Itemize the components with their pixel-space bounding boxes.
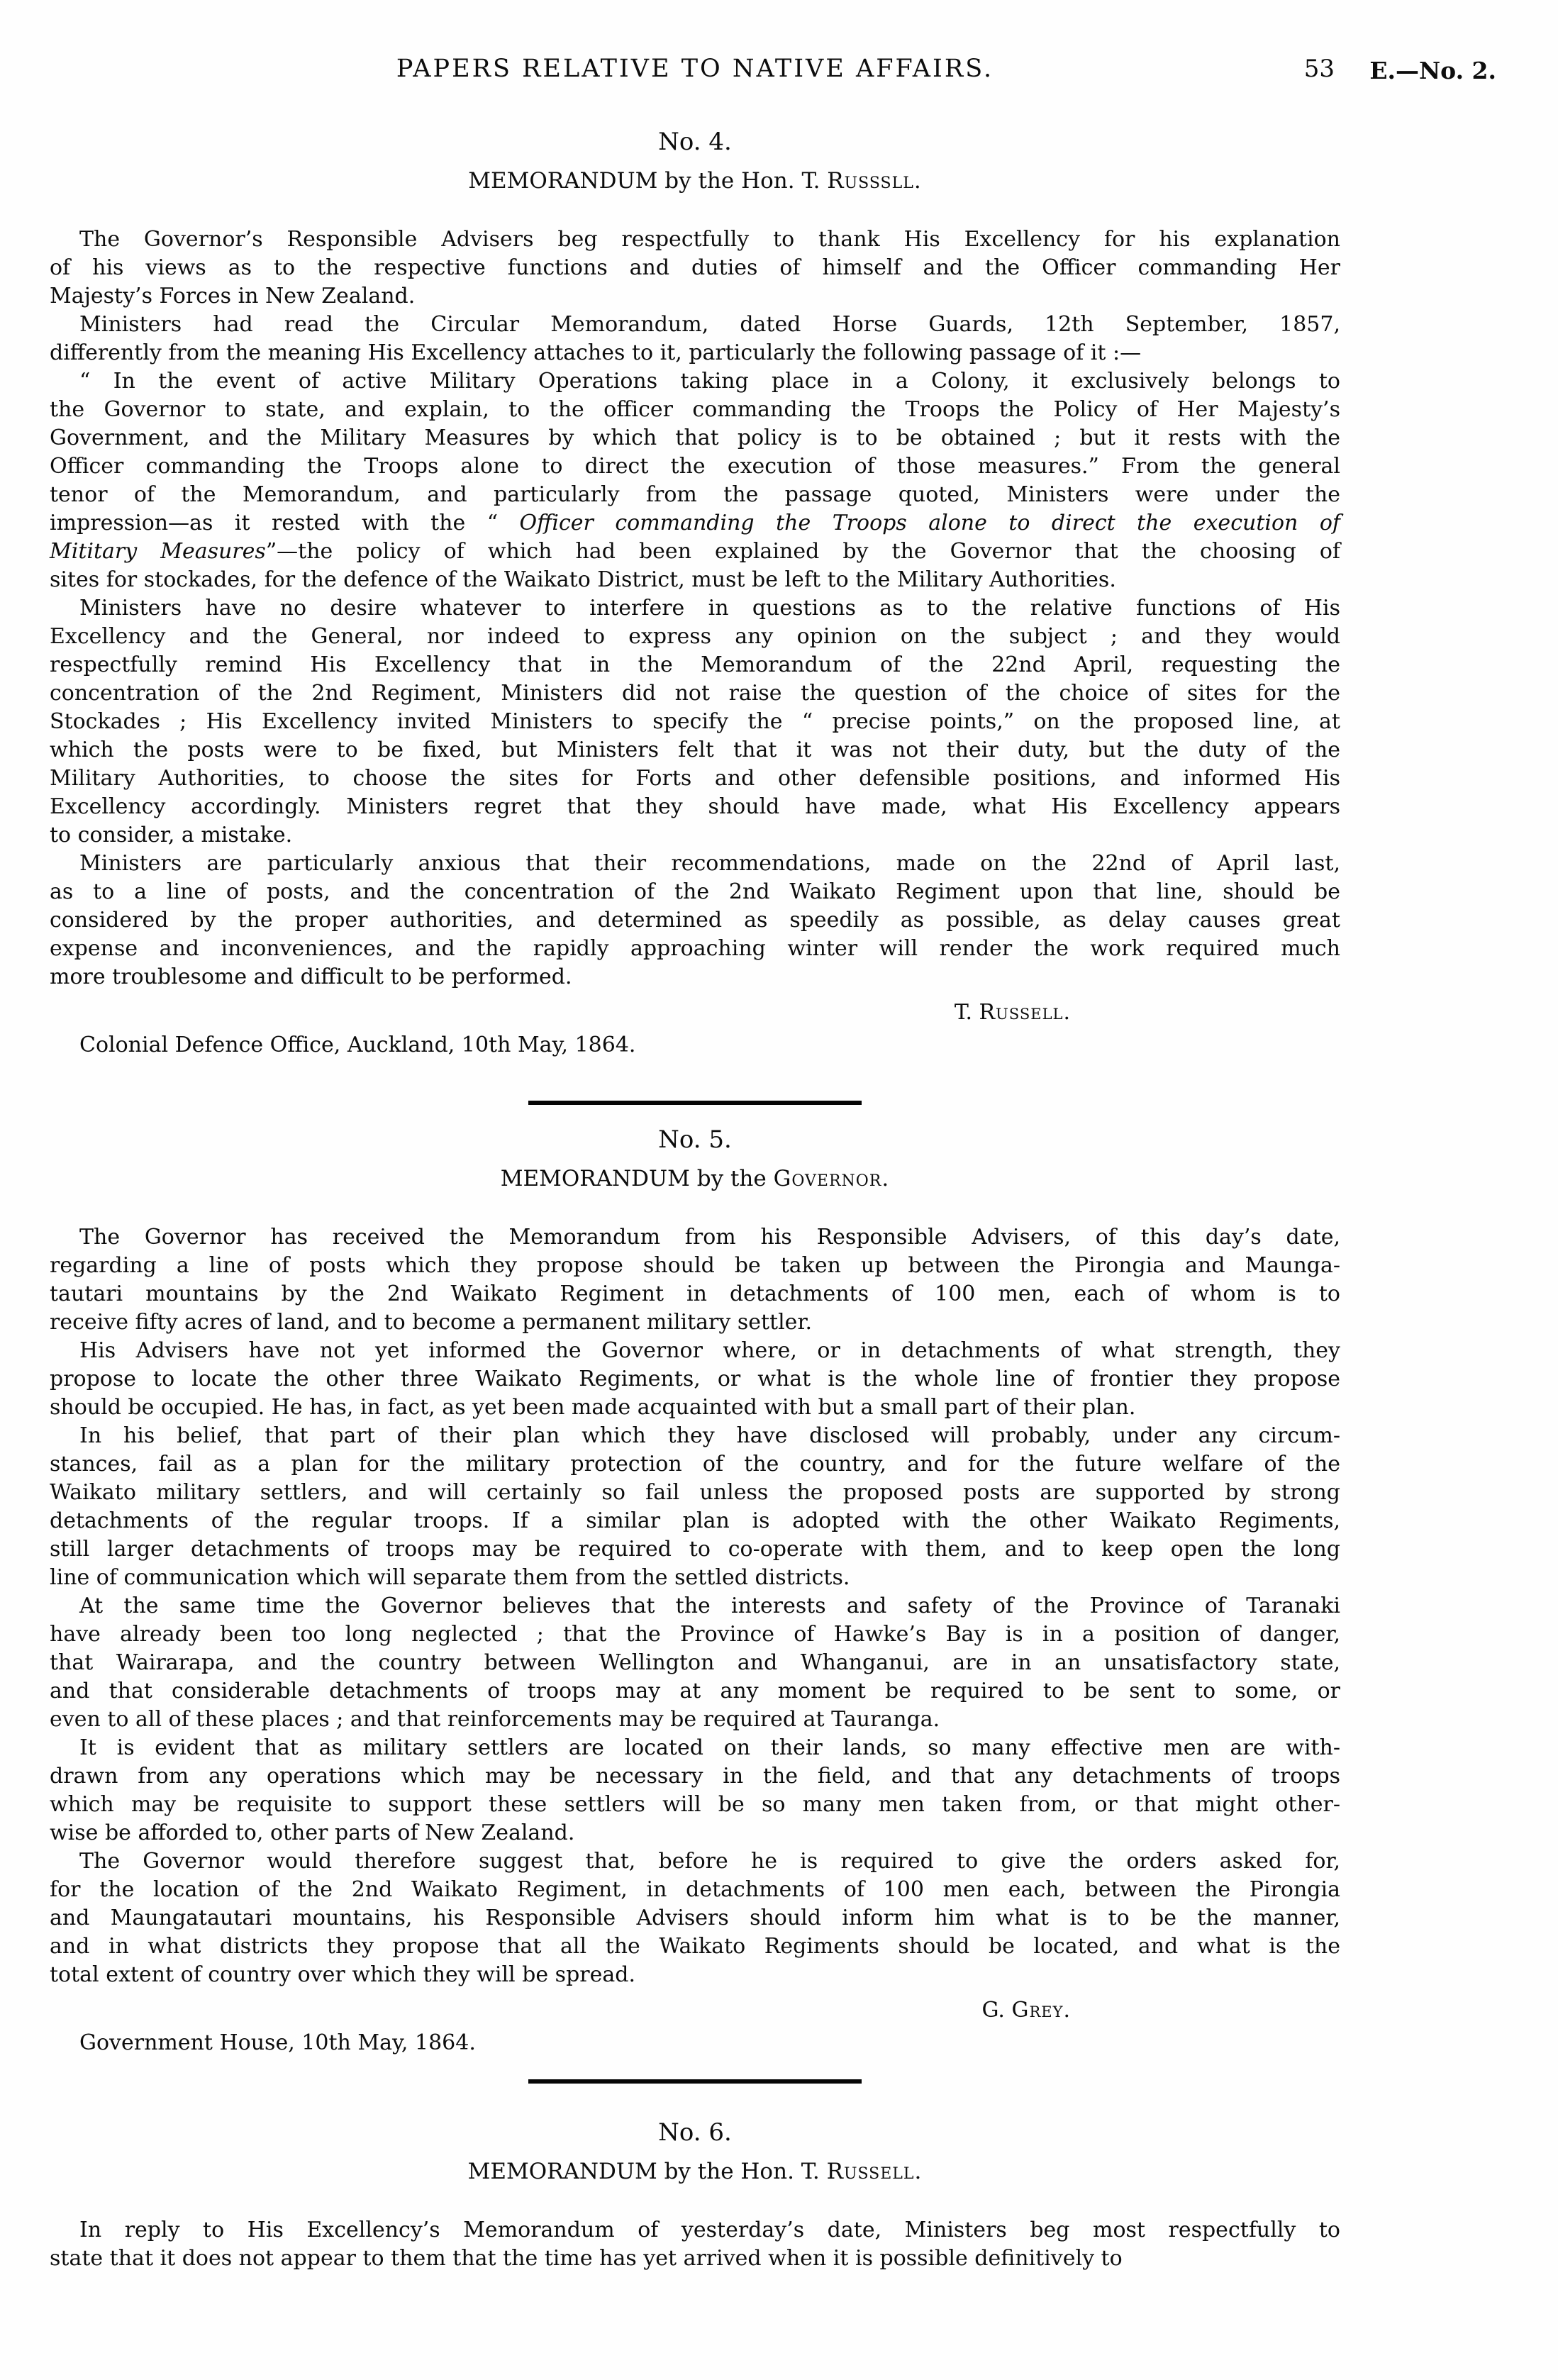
section-divider	[528, 2079, 862, 2084]
text-line: of his views as to the respective functions and duties of himself and the Officer commanding Her	[50, 255, 1340, 280]
text-line: state that it does not appear to them that the time has yet arrived when it is possible definitively to	[50, 2246, 1123, 2271]
text-line: have already been too long neglected ; that the Province of Hawke’s Bay is in a position of danger,	[50, 1622, 1340, 1647]
text-line: propose to locate the other three Waikato Regiments, or what is the whole line of frontier they propose	[50, 1367, 1340, 1391]
section-no5	[50, 1124, 1340, 2057]
text-line: and that considerable detachments of troops may at any moment be required to be sent to some, or	[50, 1679, 1340, 1703]
text-line: Ministers had read the Circular Memorandum, dated Horse Guards, 12th September, 1857,	[79, 312, 1340, 337]
small-caps-name: Russell.	[979, 1000, 1071, 1025]
text-line: The Governor has received the Memorandum from his Responsible Advisers, of this day’s date,	[79, 1225, 1340, 1250]
small-caps-name: Russell.	[826, 2159, 923, 2184]
text-line: detachments of the regular troops. If a similar plan is adopted with the other Waikato Regiments,	[50, 1508, 1340, 1533]
text-line: even to all of these places ; and that reinforcements may be required at Tauranga.	[50, 1707, 940, 1732]
page-number: 53	[1303, 55, 1335, 83]
section-no6	[50, 2117, 1340, 2273]
text-line: differently from the meaning His Excellency attaches to it, particularly the following passage of it :—	[50, 340, 1142, 365]
signature: G. Grey.	[981, 1998, 1071, 2023]
text-line: Excellency and the General, nor indeed to express any opinion on the subject ; and they would	[50, 624, 1340, 649]
text-line: Excellency accordingly. Ministers regret that they should have made, what His Excellency appears	[50, 794, 1340, 819]
section-divider	[528, 1101, 862, 1105]
text-line: It is evident that as military settlers are located on their lands, so many effective men are with-	[79, 1735, 1340, 1760]
section-number: No. 6.	[658, 2118, 732, 2147]
text-line: to consider, a mistake.	[50, 823, 293, 847]
section-heading: MEMORANDUM by the Hon. T. Russell.	[467, 2159, 923, 2184]
text-line: Ministers are particularly anxious that their recommendations, made on the 22nd of April last,	[79, 851, 1340, 876]
text-line: sites for stockades, for the defence of the Waikato District, must be left to the Military Authorities.	[50, 567, 1116, 592]
text-line: and in what districts they propose that all the Waikato Regiments should be located, and what is the	[50, 1934, 1340, 1959]
text-line: Ministers have no desire whatever to interfere in questions as to the relative functions of His	[79, 596, 1340, 621]
text-line: tenor of the Memorandum, and particularly from the passage quoted, Ministers were under the	[50, 482, 1340, 507]
text-line: “ In the event of active Military Operations taking place in a Colony, it exclusively belongs to	[79, 369, 1340, 394]
section-heading: MEMORANDUM by the Governor.	[500, 1166, 890, 1191]
text-line: as to a line of posts, and the concentration of the 2nd Waikato Regiment upon that line, should be	[50, 879, 1340, 904]
text-line: considered by the proper authorities, and determined as speedily as possible, as delay causes great	[50, 908, 1340, 933]
text-line: regarding a line of posts which they propose should be taken up between the Pirongia and Maunga-	[50, 1253, 1340, 1278]
text-line: which the posts were to be fixed, but Ministers felt that it was not their duty, but the duty of the	[50, 738, 1340, 762]
text-line: Officer commanding the Troops alone to direct the execution of those measures.” From the general	[50, 454, 1340, 479]
text-line: more troublesome and difficult to be performed.	[50, 964, 572, 989]
text-line: expense and inconveniences, and the rapidly approaching winter will render the work required much	[50, 936, 1340, 961]
text-line: should be occupied. He has, in fact, as yet been made acquainted with but a small part of their plan.	[50, 1395, 1136, 1420]
text-line: In his belief, that part of their plan which they have disclosed will probably, under any circum-	[79, 1423, 1340, 1448]
text-line: stances, fail as a plan for the military protection of the country, and for the future welfare of the	[50, 1452, 1340, 1477]
section-heading: MEMORANDUM by the Hon. T. Russsll.	[468, 168, 922, 194]
text-line: His Advisers have not yet informed the Governor where, or in detachments of what strength, they	[79, 1338, 1340, 1363]
text-line: which may be requisite to support these settlers will be so many men taken from, or that might other-	[50, 1792, 1340, 1817]
text-line: In reply to His Excellency’s Memorandum of yesterday’s date, Ministers beg most respectfully to	[79, 2218, 1340, 2242]
small-caps-name: Governor.	[773, 1166, 890, 1191]
dateline: Government House, 10th May, 1864.	[79, 2030, 476, 2055]
doc-ref: E.—No. 2.	[1369, 57, 1496, 84]
text-line: Stockades ; His Excellency invited Ministers to specify the “ precise points,” on the proposed line, at	[50, 709, 1340, 734]
text-line: concentration of the 2nd Regiment, Ministers did not raise the question of the choice of sites for the	[50, 681, 1340, 706]
text-line: for the location of the 2nd Waikato Regiment, in detachments of 100 men each, between the Pirongia	[50, 1877, 1340, 1902]
masthead	[50, 53, 1340, 89]
signature: T. Russell.	[954, 1000, 1071, 1025]
text-line: that Wairarapa, and the country between Wellington and Whanganui, are in an unsatisfactory state,	[50, 1650, 1340, 1675]
text-line: impression—as it rested with the “ Officer commanding the Troops alone to direct the execution of	[50, 511, 1340, 535]
text-line: Waikato military settlers, and will certainly so fail unless the proposed posts are supported by strong	[50, 1480, 1340, 1505]
section-number: No. 5.	[658, 1125, 732, 1154]
small-caps-name: Russsll.	[827, 168, 922, 194]
text-line: receive fifty acres of land, and to become a permanent military settler.	[50, 1310, 813, 1335]
text-line: still larger detachments of troops may be required to co-operate with them, and to keep open the long	[50, 1537, 1340, 1562]
dateline: Colonial Defence Office, Auckland, 10th May, 1864.	[79, 1033, 636, 1057]
text-line: and Maungatautari mountains, his Responsible Advisers should inform him what is to be the manner,	[50, 1906, 1340, 1930]
text-line: the Governor to state, and explain, to the officer commanding the Troops the Policy of Her Majesty’s	[50, 397, 1340, 422]
text-line: drawn from any operations which may be necessary in the field, and that any detachments of troops	[50, 1764, 1340, 1789]
page-title: PAPERS RELATIVE TO NATIVE AFFAIRS.	[396, 55, 994, 83]
text-line: respectfully remind His Excellency that in the Memorandum of the 22nd April, requesting the	[50, 652, 1340, 677]
text-line: tautari mountains by the 2nd Waikato Regiment in detachments of 100 men, each of whom is to	[50, 1281, 1340, 1306]
text-line: wise be afforded to, other parts of New Zealand.	[50, 1820, 575, 1845]
text-line: total extent of country over which they will be spread.	[50, 1962, 635, 1987]
small-caps-name: Grey.	[1011, 1998, 1071, 2023]
text-line: The Governor’s Responsible Advisers beg respectfully to thank His Excellency for his explanation	[79, 227, 1340, 252]
text-line: The Governor would therefore suggest that, before he is required to give the orders asked for,	[79, 1849, 1340, 1874]
section-number: No. 4.	[658, 128, 732, 156]
text-line: Majesty’s Forces in New Zealand.	[50, 284, 416, 308]
text-line: Mititary Measures”—the policy of which had been explained by the Governor that the choosing of	[50, 539, 1341, 564]
section-no4	[50, 126, 1340, 1060]
text-line: Government, and the Military Measures by which that policy is to be obtained ; but it rests with the	[50, 426, 1340, 450]
text-line: At the same time the Governor believes that the interests and safety of the Province of Taranaki	[79, 1594, 1340, 1618]
text-line: Military Authorities, to choose the sites for Forts and other defensible positions, and informed His	[50, 766, 1340, 791]
text-line: line of communication which will separate them from the settled districts.	[50, 1565, 850, 1590]
